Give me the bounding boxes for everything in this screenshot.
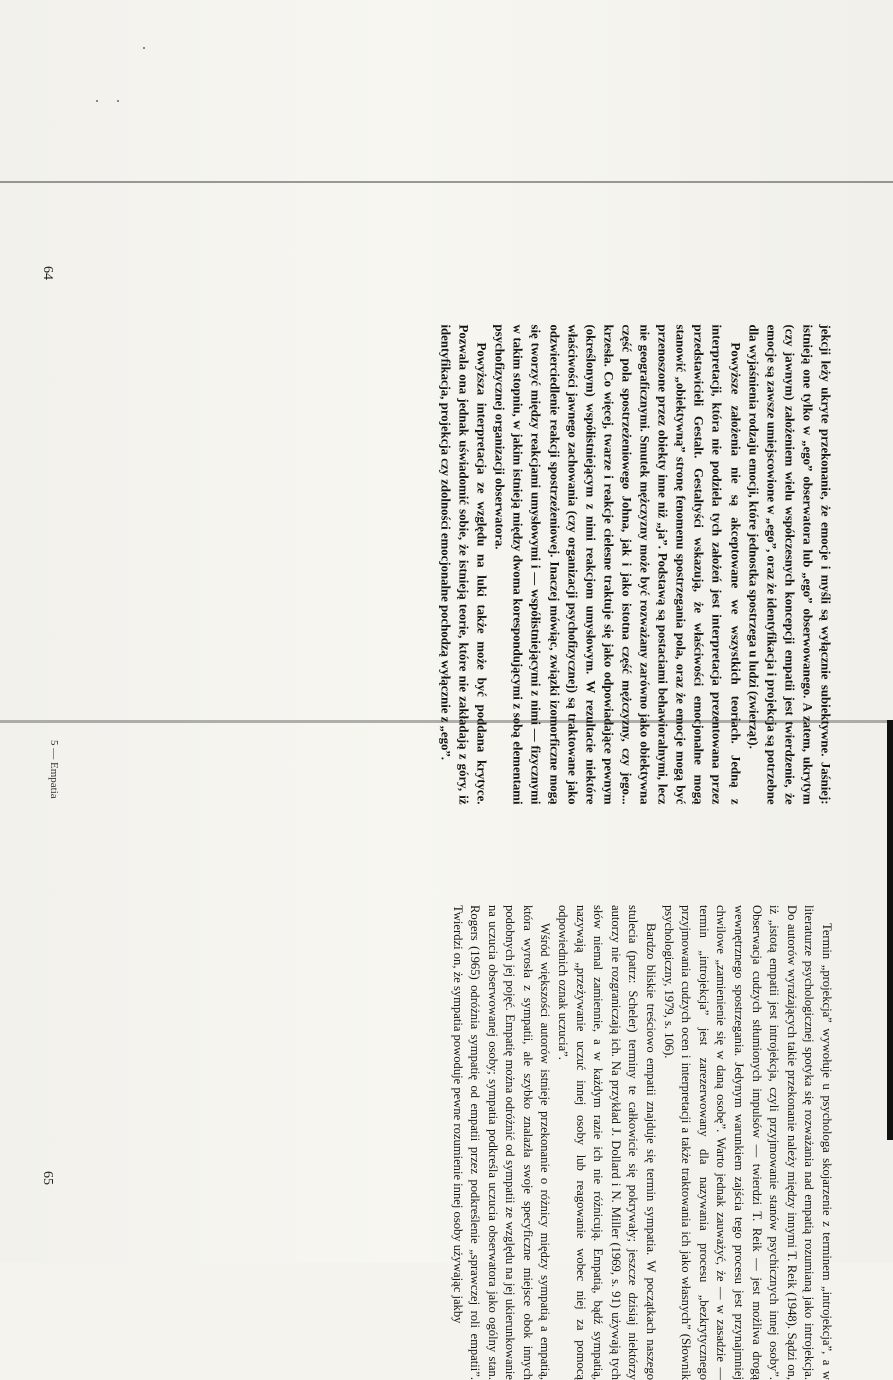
paragraph: jekcji leży ukryte przekonanie, że emocje i myśli są wyłącznie subiektywne. Jaśniej: istnieją one tylko w „ego” obserwatora lub „ego” obserwowanego. A zatem, ukrytym (czy jawnym) założeniem wielu współczesnych koncepcji empatii jest twierdzenie, że emocje są zawsze umiejscowione w „ego”, oraz że identyfikacja i projekcja są potrzebne dla wyjaśnienia rodzaju emocji, które jednostka spostrzega u ludzi (zwierząt). [746, 324, 833, 805]
paragraph: Powyższa interpretacja ze względu na luki także może być poddana krytyce. Pozwala ona jednak uświadomić sobie, że istnieją teorie, które nie zakładają z góry, iż identyfikacja, projekcja czy zdolności emocjonalne pochodzą wyłącznie z „ego”. [438, 324, 489, 805]
scan-edge-shadow [887, 720, 893, 1140]
scan-speck [96, 100, 98, 102]
right-page-text [90, 905, 835, 1380]
scan-fold-line [0, 181, 893, 183]
left-page-text [90, 325, 835, 805]
paragraph: Termin „projekcja” wywołuje u psychologa skojarzenie z terminem „introjekcja”, a w literaturze psychologicznej spotyka się rozważania nad empatią rozumianą jako introjekcja. Do autorów wyrażających takie przekonanie należy między innymi T. Reik (1948). Sądzi on, iż „istotą empatii jest introjekcja, czyli przyjmowanie stanów psychicznych innej osoby”. Obserwacja cudzych stłumionych impulsów — twierdzi T. Reik — jest możliwa drogą wewnętrznego spostrzegania. Jedynym warunkiem zajścia tego procesu jest przynajmniej chwilowe „zamienienie się w daną osobę”. Warto jednak zauważyć, że — w zasadzie — termin „introjekcja” jest zarezerwowany dla nazywania procesu „bezkrytycznego przyjmowania cudzych ocen i interpretacji a także traktowania ich jako własnych” (Słownik psychologiczny, 1979, s. 106). [661, 905, 834, 1380]
page-number: 64 [40, 266, 55, 280]
page-number: 65 [40, 1171, 55, 1185]
paragraph: Wśród większości autorów istnieje przekonanie o różnicy między sympatią a empatią, która wyrosła z sympatii, ale szybko znalazła swoje specyficzne miejsce obok innych podobnych jej pojęć. Empatię można odróżnić od sympatii ze względu na jej ukierunkowanie na uczucia obserwowanej osoby; sympatia podkreśla uczucia obserwatora jako ogólny stan. Rogers (1965) odróżnia sympatię od empatii przez podkreślenie „sprawczej roli empatii”. Twierdzi on, że sympatia powoduje pewne rozumienie innej osoby używając jakby [450, 905, 553, 1380]
paragraph: Powyższe założenia nie są akceptowane we wszystkich teoriach. Jedną z interpretacji, która nie podziela tych założeń jest interpretacja prezentowana przez przedstawicieli Gestalt. Gestaltyści wskazują, że właściwości emocjonalne mogą stanowić „obiektywną” stronę fenomenu spostrzegania pola, oraz że emocje mogą być przenoszone przez obiekty inne niż „ja”. Podstawą są postaciami behawioralnymi, lecz nie geograficznymi. Smutek mężczyzny może być rozważany zarówno jako obiektywna część pola spostrzeżeniowego Johna, jak i jako istotna część mężczyzny, czy jego... krzesła. Co więcej, twarze i reakcje cielesne traktuje się jako odpowiadające pewnym (określonym) współistniejącym z nimi reakcjom umysłowym. W rezultacie niektóre właściwości jawnego zachowania (czy organizacji psychofizycznej) są traktowane jako odzwierciedlenie reakcji spostrzeżeniowej. Inaczej mówiąc, związki izomorficzne mogą się tworzyć między reakcjami umysłowymi i — współistniejącymi z nimi — fizycznymi w takim stopniu, w jakim istnieją między dwoma korespondującymi z sobą elementami psychofizycznej organizacji obserwatora. [492, 324, 743, 805]
scan-speck [143, 47, 145, 49]
scan-speck [117, 100, 119, 102]
signature-footnote: 5 — Empatia [48, 740, 60, 799]
paragraph: Bardzo bliskie treściowo empatii znajduje się termin sympatia. W początkach naszego stulecia (patrz: Scheler) terminy te całkowicie się pokrywały; jeszcze dzisiaj niektórzy autorzy nie rozgraniczają ich. Na przykład J. Dollard i N. Miller (1969, s. 91) używają tych słów niemal zamiennie, a w każdym razie ich nie różnicują. Empatią, bądź sympatią, nazywają „przeżywanie uczuć innej osoby lub reagowanie wobec niej za pomocą odpowiednich oznak uczucia”. [556, 905, 659, 1380]
